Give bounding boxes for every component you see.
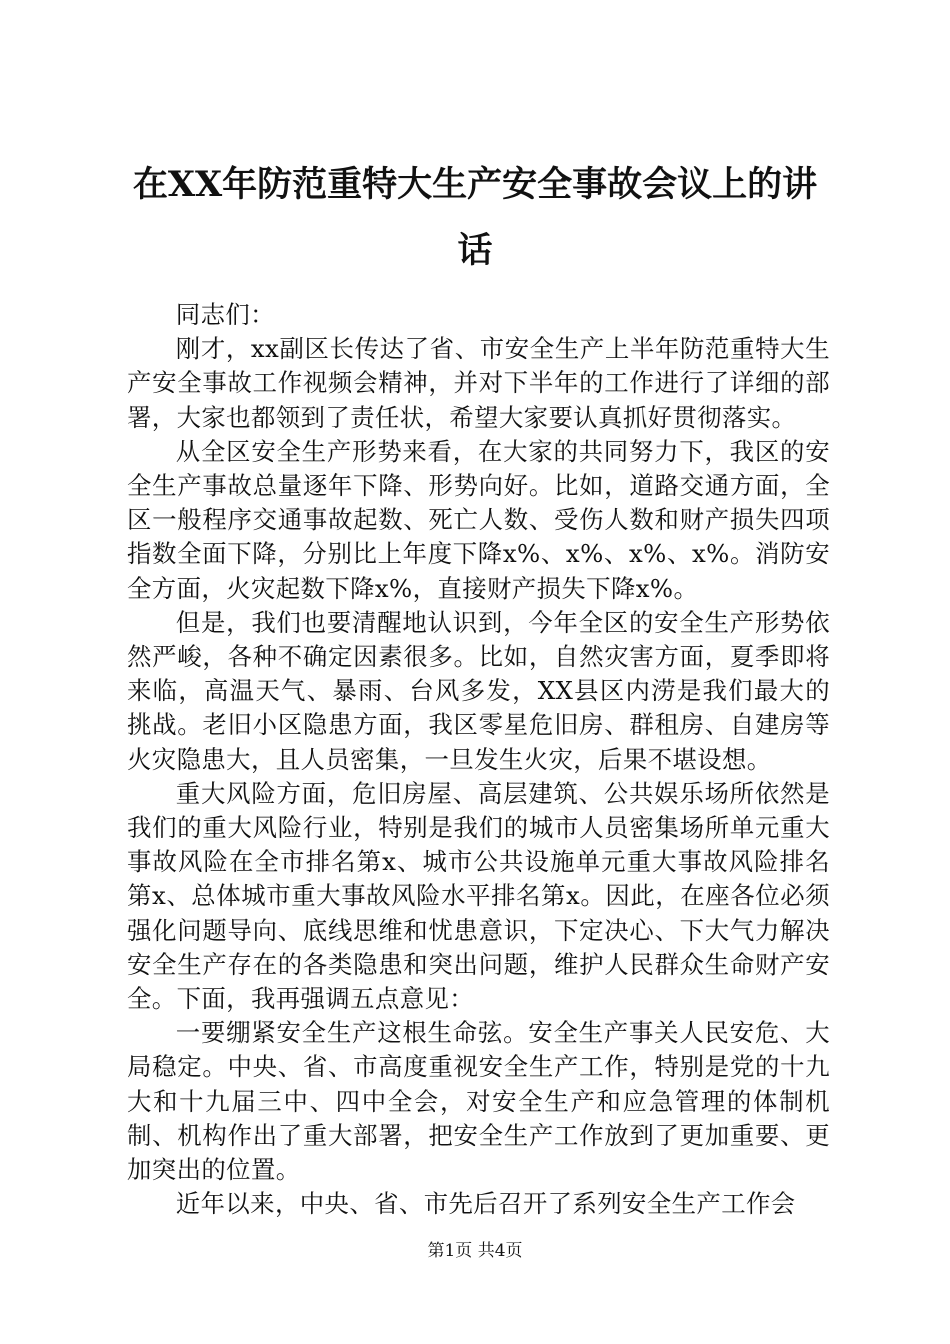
paragraph-salutation: 同志们： [175, 300, 275, 329]
document-body [127, 298, 830, 1221]
document-title: 在XX年防范重特大生产安全事故会议上的讲话 [132, 164, 818, 271]
paragraph: 重大风险方面，危旧房屋、高层建筑、公共娱乐场所依然是我们的重大风险行业，特别是我们的城市人员密集场所单元重大事故风险在全市排名第x、城市公共设施单元重大事故风险排名第x、总体城市重大事故风险水平排名第x。因此，在座各位必须强化问题导向、底线思维和忧患意识，下定决心、下大气力解决安全生产存在的各类隐患和突出问题，维护人民群众生命财产安全。下面，我再强调五点意见： [127, 778, 830, 1014]
paragraph: 从全区安全生产形势来看，在大家的共同努力下，我区的安全生产事故总量逐年下降、形势向好。比如，道路交通方面，全区一般程序交通事故起数、死亡人数、受伤人数和财产损失四项指数全面下降，分别比上年度下降x%、x%、x%、x%。消防安全方面，火灾起数下降x%，直接财产损失下降x%。 [127, 436, 830, 603]
paragraph: 但是，我们也要清醒地认识到，今年全区的安全生产形势依然严峻，各种不确定因素很多。比如，自然灾害方面，夏季即将来临，高温天气、暴雨、台风多发，XX县区内涝是我们最大的挑战。老旧小区隐患方面，我区零星危旧房、群租房、自建房等火灾隐患大，且人员密集，一旦发生火灾，后果不堪设想。 [127, 607, 830, 774]
paragraph: 近年以来，中央、省、市先后召开了系列安全生产工作会 [175, 1189, 796, 1219]
page-number-footer: 第1页 共4页 [427, 1241, 523, 1261]
paragraph: 刚才，xx副区长传达了省、市安全生产上半年防范重特大生产安全事故工作视频会精神，并对下半年的工作进行了详细的部署，大家也都领到了责任状，希望大家要认真抓好贯彻落实。 [127, 334, 830, 432]
paragraph: 一要绷紧安全生产这根生命弦。安全生产事关人民安危、大局稳定。中央、省、市高度重视安全生产工作，特别是党的十九大和十九届三中、四中全会，对安全生产和应急管理的体制机制、机构作出了重大部署，把安全生产工作放到了更加重要、更加突出的位置。 [127, 1018, 830, 1185]
